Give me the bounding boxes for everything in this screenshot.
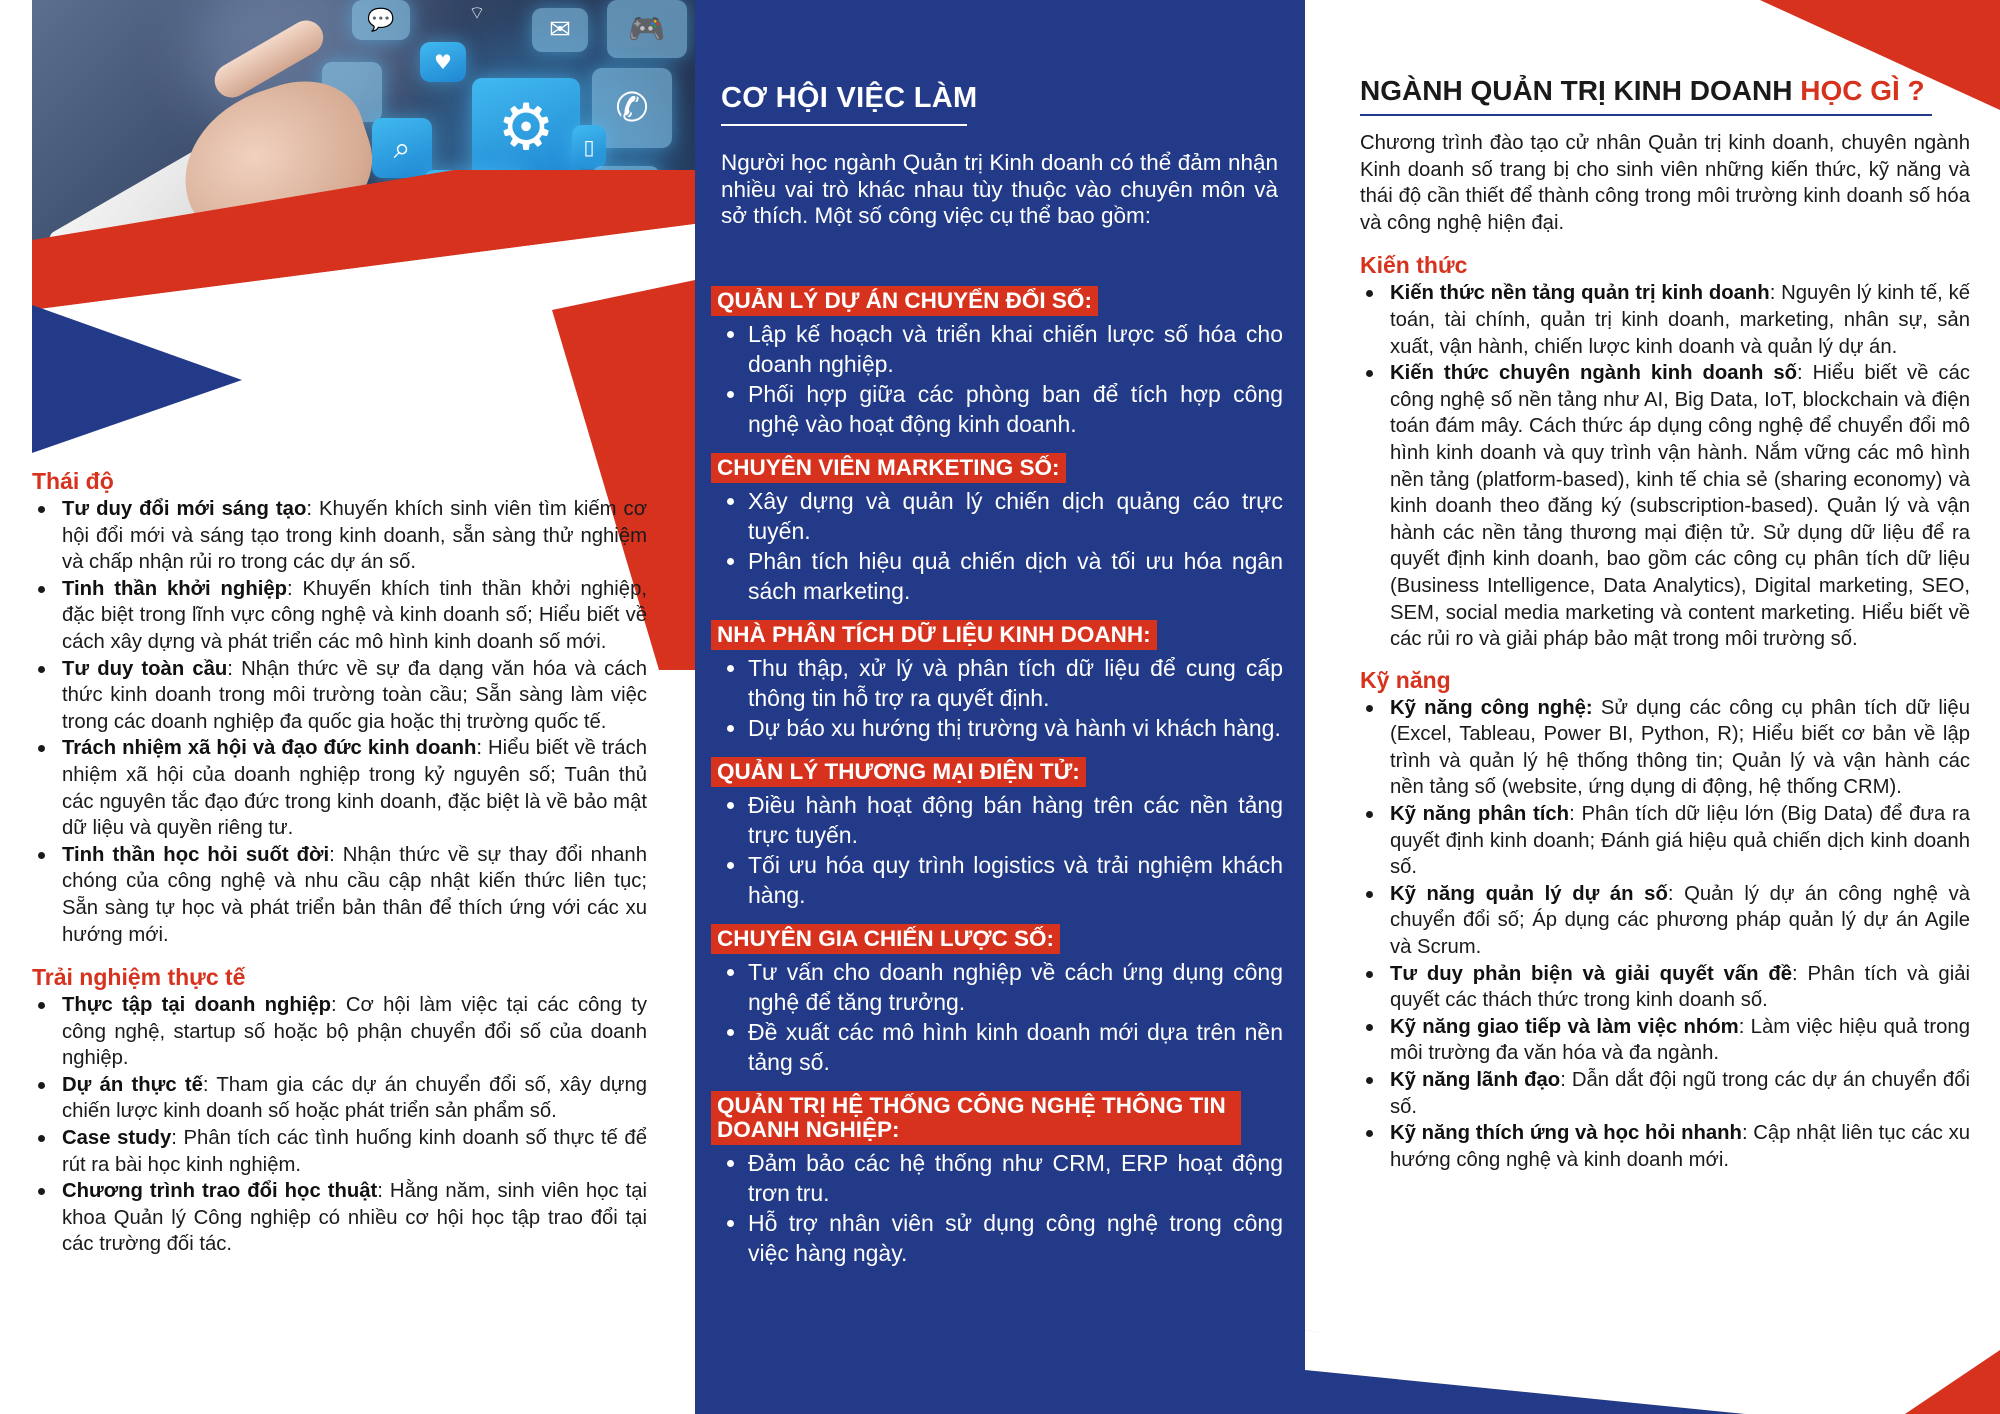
item-text: : Hiểu biết về trách nhiệm xã hội của doanh nghiệp trong kỷ nguyên số; Tuân thủ các nguyên tắc đạo đức trong kinh doanh, đặc biệt là về bảo mật dữ liệu và quyền riêng tư. (62, 737, 647, 840)
item-text: : Làm việc hiệu quả trong môi trường đa văn hóa và đa ngành. (1390, 1015, 1970, 1065)
item-term: Kỹ năng lãnh đạo (1390, 1069, 1561, 1091)
item-text: : Cập nhật liên tục các xu hướng công nghệ và kinh doanh mới. (1390, 1122, 1970, 1171)
item-term: Tư duy phản biện và giải quyết vấn đề (1390, 962, 1793, 985)
list-item (1360, 801, 1970, 881)
career-heading: QUẢN TRỊ HỆ THỐNG CÔNG NGHỆ THÔNG TIN DOANH NGHIỆP: (711, 1091, 1241, 1145)
item-text: Sử dụng các công cụ phân tích dữ liệu (Excel, Tableau, Power BI, Python, R); Hiểu biết cơ bản về lập trình và quản lý hệ thống thông tin; Quản lý và vận hành các nền tảng số (website, ứng dụng di động, hệ thống CRM). (1390, 696, 1970, 799)
item-text: : Tham gia các dự án chuyển đổi số, xây dựng chiến lược kinh doanh số hoặc phát triển sản phẩm số. (62, 1073, 648, 1123)
item-term: Tư duy toàn cầu (62, 657, 228, 680)
list-item (32, 735, 647, 841)
list-item (1360, 1067, 1970, 1120)
program-intro: Chương trình đào tạo cử nhân Quản trị kinh doanh, chuyên ngành Kinh doanh số trang bị cho sinh viên những kiến thức, kỹ năng và thái độ cần thiết để thành công trong môi trường kinh doanh số hóa và công nghệ hiện đại. (1360, 132, 1970, 234)
career-section (711, 286, 1283, 439)
career-heading: NHÀ PHÂN TÍCH DỮ LIỆU KINH DOANH: (711, 620, 1157, 650)
list-item: Đề xuất các mô hình kinh doanh mới dựa trên nền tảng số. (711, 1017, 1283, 1077)
item-term: Thực tập tại doanh nghiệp (62, 994, 332, 1017)
career-section (711, 1091, 1283, 1268)
item-text: : Nhận thức về sự đa dạng văn hóa và cách thức kinh doanh trong môi trường toàn cầu; Sẵn sàng làm việc trong các doanh nghiệp đa quốc gia hoặc thị trường quốc tế. (62, 657, 647, 733)
item-term: Tư duy đổi mới sáng tạo (62, 498, 307, 520)
item-term: Kiến thức nền tảng quản trị kinh doanh (1390, 282, 1770, 305)
list-item (32, 496, 647, 576)
item-text: : Nhận thức về sự thay đổi nhanh chóng của công nghệ và nhu cầu cập nhật kiến thức liên tục; Sẵn sàng tự học và phát triển bản thân để thích ứng với các xu hướng mới. (62, 843, 647, 946)
title-main: NGÀNH QUẢN TRỊ KINH DOANH (1360, 75, 1801, 106)
item-text: : Khuyến khích tinh thần khởi nghiệp, đặc biệt trong lĩnh vực công nghệ và kinh doanh số; Hiểu biết về cách xây dựng và phát triển các mô hình kinh doanh số mới. (62, 577, 647, 653)
list-item (32, 842, 647, 948)
mail-icon: ✉ (532, 8, 588, 52)
career-panel (695, 0, 1305, 1414)
item-term: Kỹ năng quản lý dự án số (1390, 882, 1668, 905)
chat-bubble-icon: 💬 (352, 0, 410, 40)
list-item (32, 576, 647, 656)
list-item: Dự báo xu hướng thị trường và hành vi khách hàng. (711, 713, 1283, 743)
left-column (32, 466, 647, 1258)
item-text: : Phân tích các tình huống kinh doanh số thực tế để rút ra bài học kinh nghiệm. (62, 1127, 647, 1176)
list-item (32, 1072, 647, 1125)
list-item: Thu thập, xử lý và phân tích dữ liệu để cung cấp thông tin hỗ trợ ra quyết định. (711, 653, 1283, 713)
item-term: Dự án thực tế (62, 1073, 203, 1096)
title-underline (1360, 114, 1932, 116)
career-heading: CHUYÊN VIÊN MARKETING SỐ: (711, 453, 1066, 483)
phone-icon: ✆ (592, 68, 672, 148)
skills-section (1360, 665, 1970, 1174)
item-text: : Hiểu biết về các công nghệ số nền tảng như AI, Big Data, IoT, blockchain và điện toán đám mây. Cách thức áp dụng công nghệ để chuyển đổi mô hình kinh doanh và quy trình vận hành. Nắm vững các mô hình nền tảng (platform-based), kinh tế chia sẻ (sharing economy) và kinh doanh theo đăng ký (subscription-based). Quản lý và vận hành các nền tảng thương mại điện tử. Sử dụng dữ liệu để ra quyết định kinh doanh, bao gồm các công cụ phân tích dữ liệu (Business Intelligence, Data Analytics), Digital marketing, SEO, SEM, social media marketing và content marketing. Hiểu biết về các rủi ro và giải pháp bảo mật trong môi trường số. (1390, 362, 1970, 651)
skills-list (1360, 695, 1970, 1174)
heart-icon: ♥ (420, 42, 466, 82)
career-heading: QUẢN LÝ THƯƠNG MẠI ĐIỆN TỬ: (711, 757, 1086, 787)
section-heading-skills: Kỹ năng (1360, 666, 1451, 693)
item-text: : Khuyến khích sinh viên tìm kiếm cơ hội đổi mới và sáng tạo trong kinh doanh, sẵn sàng thử nghiệm và chấp nhận rủi ro trong các dự án số. (62, 498, 647, 574)
wifi-icon: ⌔ (468, 2, 486, 24)
attitude-list (32, 496, 647, 948)
item-term: Kỹ năng giao tiếp và làm việc nhóm (1390, 1015, 1739, 1038)
career-list (711, 790, 1283, 910)
mobile-icon: ▯ (572, 125, 606, 169)
page-title (1360, 74, 1970, 108)
career-title: CƠ HỘI VIỆC LÀM (721, 82, 978, 114)
list-item: Lập kế hoạch và triển khai chiến lược số hóa cho doanh nghiệp. (711, 319, 1283, 379)
item-text: : Cơ hội làm việc tại các công ty công nghệ, startup số hoặc bộ phận chuyển đổi số của doanh nghiệp. (62, 994, 647, 1070)
title-highlight: HỌC GÌ ? (1800, 75, 1925, 106)
item-text: : Nguyên lý kinh tế, kế toán, tài chính, quản trị kinh doanh, marketing, nhân sự, sản xuất, vận hành, chiến lược kinh doanh và quản lý dự án. (1390, 282, 1970, 358)
career-list (711, 1148, 1283, 1268)
list-item (1360, 961, 1970, 1014)
list-item (32, 1178, 647, 1258)
gear-icon: ⚙ (472, 78, 580, 178)
list-item (1360, 1014, 1970, 1067)
list-item (1360, 695, 1970, 801)
career-list (711, 957, 1283, 1077)
career-sections (711, 286, 1283, 1282)
career-section (711, 620, 1283, 743)
item-term: Kỹ năng công nghệ: (1390, 696, 1593, 719)
knowledge-section (1360, 250, 1970, 652)
list-item: Điều hành hoạt động bán hàng trên các nền tảng trực tuyến. (711, 790, 1283, 850)
list-item: Tối ưu hóa quy trình logistics và trải nghiệm khách hàng. (711, 850, 1283, 910)
list-item (32, 656, 647, 736)
item-term: Kỹ năng phân tích (1390, 803, 1570, 826)
list-item: Phối hợp giữa các phòng ban để tích hợp công nghệ vào hoạt động kinh doanh. (711, 379, 1283, 439)
title-underline (721, 124, 967, 126)
item-text: : Phân tích và giải quyết các thách thức trong kinh doanh số. (1390, 962, 1970, 1012)
right-column (1360, 74, 1970, 1185)
list-item (1360, 280, 1970, 360)
list-item: Phân tích hiệu quả chiến dịch và tối ưu hóa ngân sách marketing. (711, 546, 1283, 606)
item-term: Tinh thần học hỏi suốt đời (62, 843, 330, 866)
list-item (1360, 360, 1970, 653)
gamepad-icon: 🎮 (607, 0, 687, 58)
item-term: Chương trình trao đổi học thuật (62, 1180, 378, 1203)
search-icon: ⌕ (372, 118, 432, 178)
item-term: Kỹ năng thích ứng và học hỏi nhanh (1390, 1122, 1742, 1145)
list-item: Hỗ trợ nhân viên sử dụng công nghệ trong công việc hàng ngày. (711, 1208, 1283, 1268)
list-item (1360, 881, 1970, 961)
list-item (1360, 1120, 1970, 1173)
item-term: Trách nhiệm xã hội và đạo đức kinh doanh (62, 737, 477, 760)
career-section (711, 924, 1283, 1077)
list-item: Tư vấn cho doanh nghiệp về cách ứng dụng công nghệ để tăng trưởng. (711, 957, 1283, 1017)
item-text: : Hằng năm, sinh viên học tại khoa Quản lý Công nghiệp có nhiều cơ hội học tập trao đổi tại các trường đối tác. (62, 1180, 647, 1256)
list-item (32, 992, 647, 1072)
career-list (711, 653, 1283, 743)
career-heading: QUẢN LÝ DỰ ÁN CHUYỂN ĐỔI SỐ: (711, 286, 1098, 316)
list-item: Xây dựng và quản lý chiến dịch quảng cáo trực tuyến. (711, 486, 1283, 546)
item-term: Case study (62, 1127, 172, 1150)
section-heading-experience: Trải nghiệm thực tế (32, 964, 246, 991)
item-text: : Phân tích dữ liệu lớn (Big Data) để đưa ra quyết định kinh doanh; Đánh giá hiệu quả chiến dịch kinh doanh số. (1390, 803, 1970, 879)
experience-list (32, 992, 647, 1258)
career-heading: CHUYÊN GIA CHIẾN LƯỢC SỐ: (711, 924, 1060, 954)
item-term: Kiến thức chuyên ngành kinh doanh số (1390, 362, 1798, 385)
career-list (711, 486, 1283, 606)
career-intro: Người học ngành Quản trị Kinh doanh có thể đảm nhận nhiều vai trò khác nhau tùy thuộc vào chuyên môn và sở thích. Một số công việc cụ thể bao gồm: (721, 150, 1278, 228)
section-heading-knowledge: Kiến thức (1360, 252, 1468, 279)
list-item (32, 1125, 647, 1178)
item-text: : Dẫn dắt đội ngũ trong các dự án chuyển đổi số. (1390, 1069, 1970, 1118)
item-term: Tinh thần khởi nghiệp (62, 577, 288, 600)
item-text: : Quản lý dự án công nghệ và chuyển đổi số; Áp dụng các phương pháp quản lý dự án Agile và Scrum. (1390, 882, 1970, 959)
career-list (711, 319, 1283, 439)
section-heading-attitude: Thái độ (32, 468, 114, 494)
list-item: Đảm bảo các hệ thống như CRM, ERP hoạt động trơn tru. (711, 1148, 1283, 1208)
career-section (711, 757, 1283, 910)
career-section (711, 453, 1283, 606)
knowledge-list (1360, 280, 1970, 652)
